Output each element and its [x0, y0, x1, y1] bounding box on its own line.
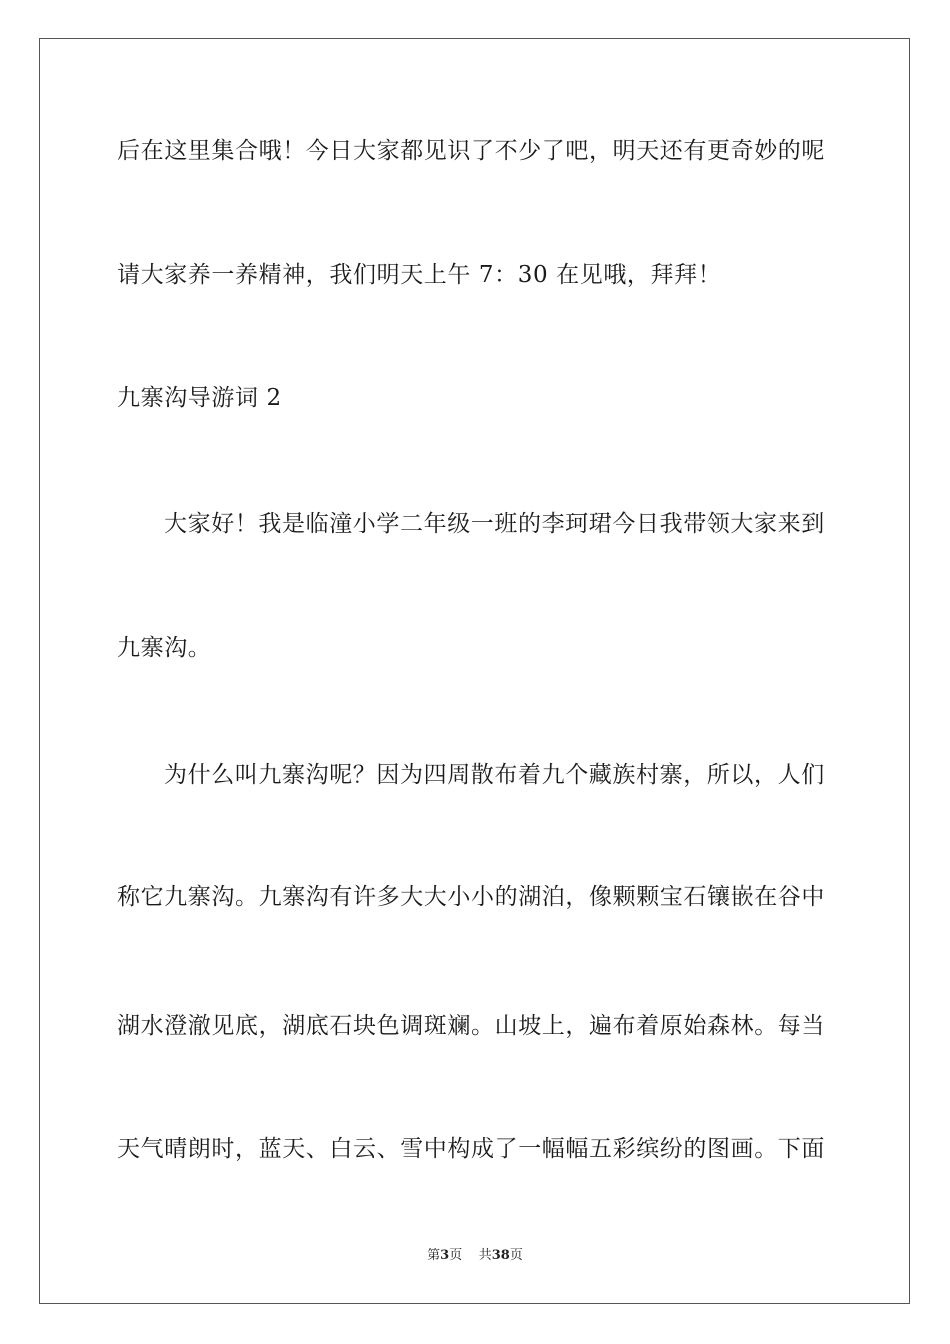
- footer-total-prefix: 共: [478, 1248, 492, 1263]
- footer-total-suffix: 页: [509, 1248, 523, 1263]
- body-text-line: 湖水澄澈见底，湖底石块色调斑斓。山坡上，遍布着原始森林。每当: [117, 1013, 825, 1039]
- paragraph-first-line: 大家好！我是临潼小学二年级一班的李珂珺今日我带领大家来到: [164, 511, 825, 537]
- paragraph-first-line: 为什么叫九寨沟呢？因为四周散布着九个藏族村寨，所以，人们: [164, 762, 825, 788]
- footer-page-prefix: 第: [427, 1248, 441, 1263]
- section-heading: 九寨沟导游词 2: [117, 385, 282, 411]
- body-text-line: 后在这里集合哦！今日大家都见识了不少了吧，明天还有更奇妙的呢: [117, 138, 825, 164]
- footer-page-number: 3: [440, 1248, 450, 1263]
- footer-total-pages: 38: [491, 1248, 510, 1263]
- body-text-line: 称它九寨沟。九寨沟有许多大大小小的湖泊，像颗颗宝石镶嵌在谷中: [117, 884, 825, 910]
- body-text-line: 天气晴朗时，蓝天、白云、雪中构成了一幅幅五彩缤纷的图画。下面: [117, 1136, 825, 1162]
- body-text-line: 九寨沟。: [117, 635, 212, 661]
- page-border: [39, 38, 910, 1304]
- page-footer: [0, 1248, 950, 1264]
- body-text-line: 请大家养一养精神，我们明天上午 7：30 在见哦，拜拜！: [117, 262, 722, 288]
- footer-page-suffix: 页: [449, 1248, 463, 1263]
